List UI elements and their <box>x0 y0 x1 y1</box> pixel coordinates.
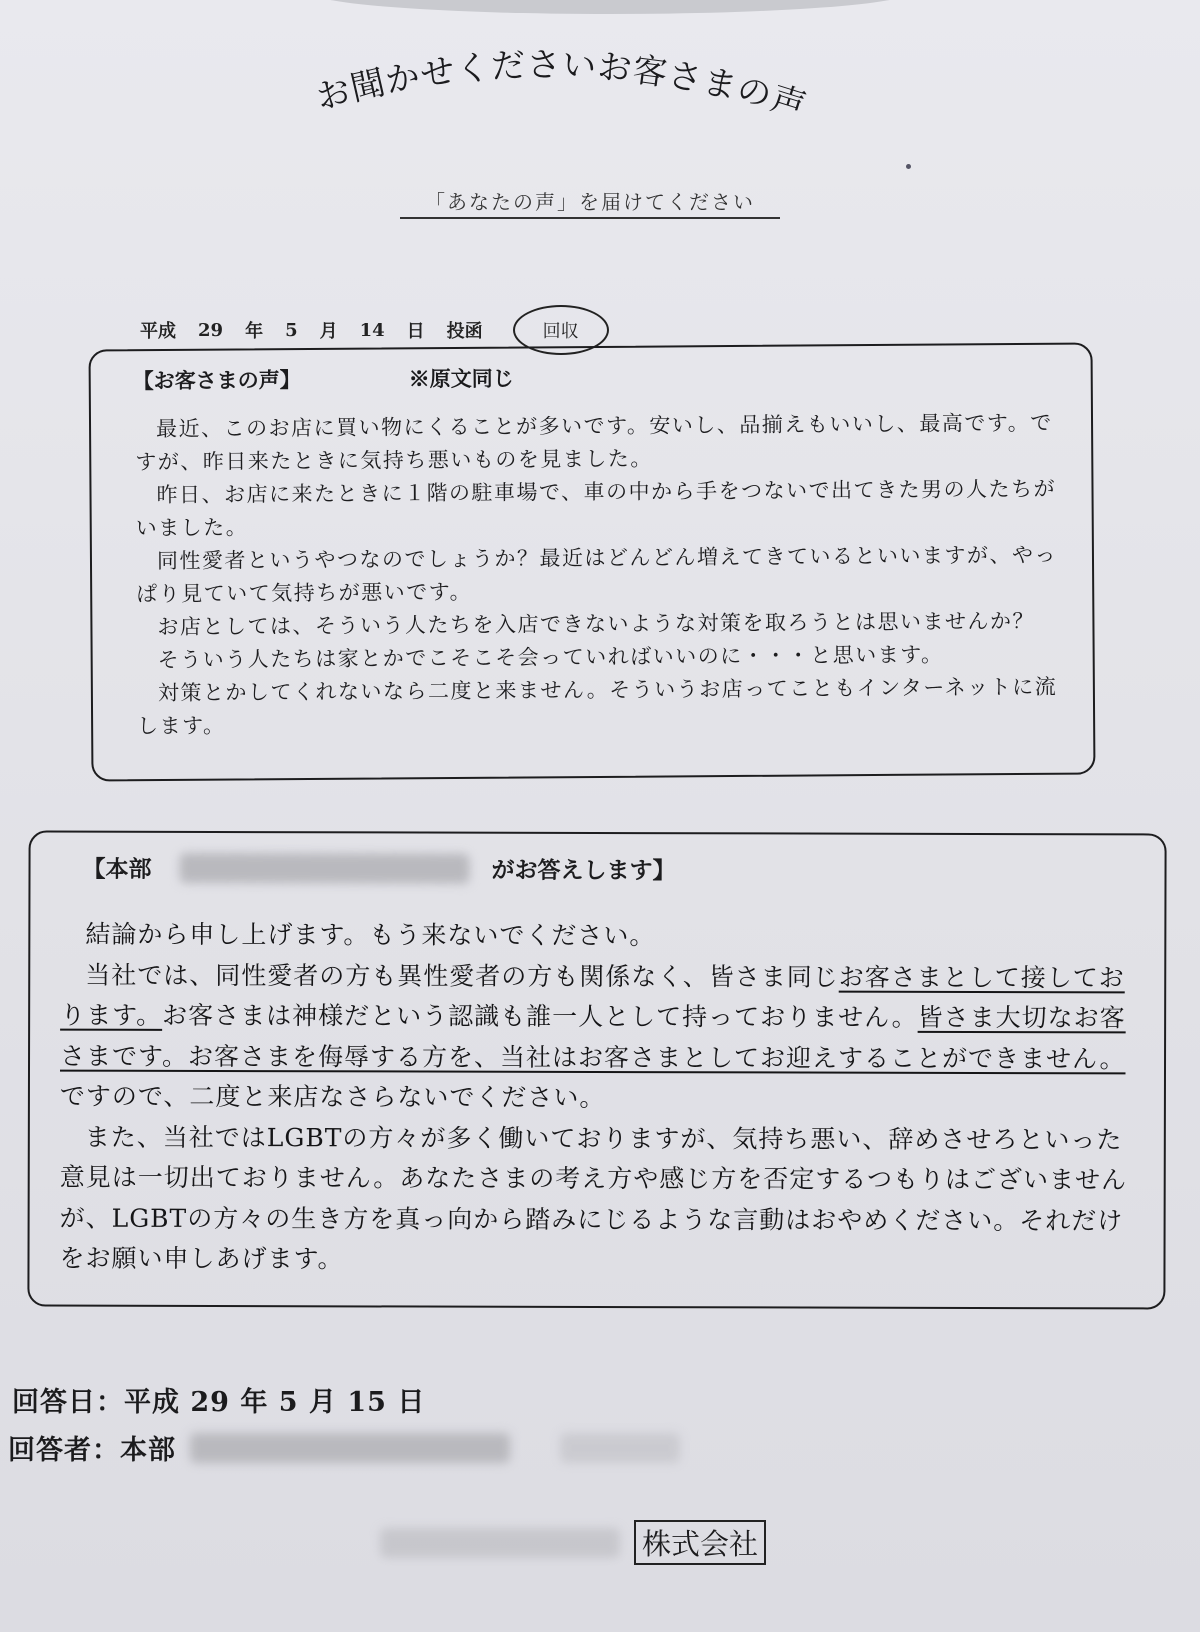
submitted-label: 投函 <box>446 321 483 342</box>
title-arc <box>300 40 900 150</box>
underlined-text: お客さまとして接しております。 <box>60 962 1125 1030</box>
reply-text: お客さまは神様だという認識も誰一人として持っておりません。 <box>162 1000 918 1032</box>
reply-heading-start: 【本部 <box>82 855 152 883</box>
day: 14 <box>359 319 385 341</box>
reply-paragraph: 結論から申し上げます。もう来ないでください。 <box>85 919 656 951</box>
reply-paragraph <box>60 955 1140 1120</box>
reply-text: ですので、二度と来店なさらないでください。 <box>59 1081 606 1113</box>
customer-voice-box <box>89 343 1096 782</box>
month: 5 <box>285 319 298 341</box>
reply-heading <box>82 851 675 886</box>
answerer-line <box>8 1428 680 1467</box>
era: 平成 <box>140 321 176 342</box>
customer-voice-body <box>135 407 1067 743</box>
reply-body <box>59 915 1140 1282</box>
company-line <box>380 1520 766 1565</box>
customer-paragraph: 昨日、お店に来たときに１階の駐車場で、車の中から手をつないで出てきた男の人たちがいました。 <box>135 476 1057 541</box>
day-unit: 日 <box>406 321 425 342</box>
ink-dot <box>906 164 911 169</box>
redacted-department <box>179 852 469 883</box>
reply-heading-end: がお答えします】 <box>491 856 676 885</box>
customer-paragraph: 同性愛者というやつなのでしょうか？最近はどんどん増えてきているといいますが、やっぱり見ていて気持ちが悪いです。 <box>136 542 1058 607</box>
month-unit: 月 <box>319 321 338 342</box>
redacted-company <box>380 1528 620 1558</box>
headquarters-reply-box <box>27 831 1166 1310</box>
answer-date: 回答日：平成 29 年 5 月 15 日 <box>12 1387 426 1418</box>
redacted-answerer-extra <box>560 1433 680 1463</box>
subtitle: 「あなたの声」を届けてください <box>400 186 780 219</box>
original-text-note: ※原文同じ <box>408 365 514 392</box>
customer-paragraph: 対策とかしてくれないなら二度と来ません。そういうお店ってこともインターネットに流します。 <box>137 674 1058 739</box>
reply-text: 当社では、同性愛者の方も異性愛者の方も関係なく、皆さま同じ <box>85 960 839 992</box>
redacted-answerer <box>190 1433 510 1463</box>
reply-paragraph: また、当社ではLGBTの方々が多く働いておりますが、気持ち悪い、辞めさせろといった意見は一切出ておりません。あなたさまの考え方や感じ方を否定するつもりはございませんが、LGBTの方々の生き方を真っ向から踏みにじるような言動はおやめください。それだけをお願い申しあげます。 <box>59 1122 1128 1274</box>
customer-voice-heading: 【お客さまの声】 <box>132 367 301 394</box>
customer-paragraph: お店としては、そういう人たちを入店できないような対策を取ろうとは思いませんか？ <box>157 608 1036 640</box>
underlined-text: 皆さま大切なお客さまです。お客さまを侮辱する方を、当社はお客さまとしてお迎えすることができません。 <box>59 1002 1126 1073</box>
year: 29 <box>198 319 224 341</box>
answerer-label: 回答者：本部 <box>8 1435 176 1466</box>
page-title: お聞かせくださいお客さまの声 <box>311 45 812 128</box>
collected-circled: 回収 <box>513 305 609 355</box>
company-suffix: 株式会社 <box>634 1520 766 1565</box>
customer-paragraph: そういう人たちは家とかでこそこそ会っていればいいのに・・・と思います。 <box>157 642 944 673</box>
year-unit: 年 <box>245 321 264 342</box>
customer-paragraph: 最近、このお店に買い物にくることが多いです。安いし、品揃えもいいし、最高です。ですが、昨日来たときに気持ち悪いものを見ました。 <box>135 410 1053 475</box>
